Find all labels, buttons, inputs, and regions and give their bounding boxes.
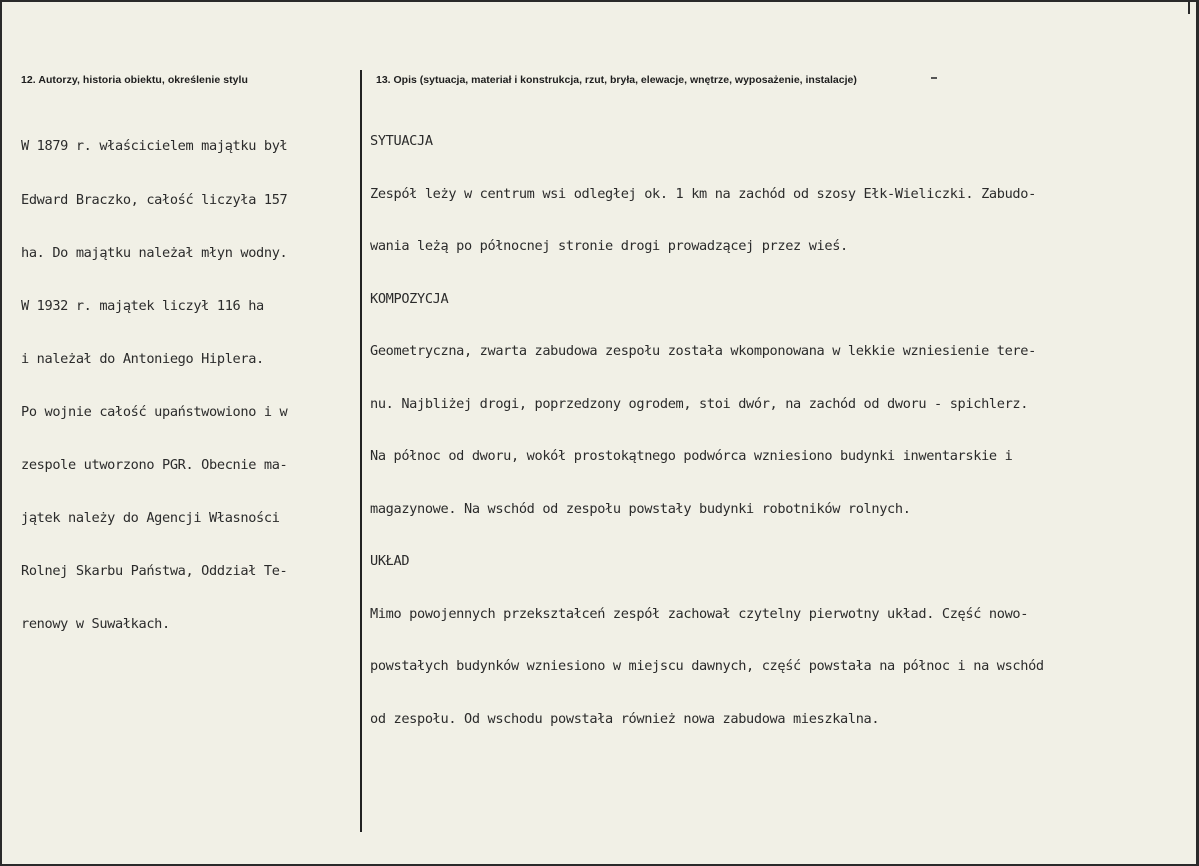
text-line: jątek należy do Agencji Własności xyxy=(21,510,280,527)
text-line: Po wojnie całość upaństwowiono i w xyxy=(21,403,288,420)
text-line: magazynowe. Na wschód od zespołu powstały budynki robotników rolnych. xyxy=(370,500,911,517)
text-line: W 1879 r. właścicielem majątku był xyxy=(21,138,288,155)
text-line: zespole utworzono PGR. Obecnie ma- xyxy=(21,457,288,474)
card-edge-mark xyxy=(1170,2,1190,14)
text-line: od zespołu. Od wschodu powstała również nowa zabudowa mieszkalna. xyxy=(370,710,880,727)
text-line: ha. Do majątku należał młyn wodny. xyxy=(21,244,288,261)
text-line: i należał do Antoniego Hiplera. xyxy=(21,350,264,367)
text-line: nu. Najbliżej drogi, poprzedzony ogrodem, stoi dwór, na zachód od dworu - spichlerz. xyxy=(370,395,1029,412)
section-13-label: 13. Opis (sytuacja, materiał i konstrukcja, rzut, bryła, elewacje, wnętrze, wyposażenie, instalacje) xyxy=(376,74,857,86)
text-line: Na północ od dworu, wokół prostokątnego podwórca wzniesiono budynki inwentarskie i xyxy=(370,448,1013,464)
subheading-sytuacja: SYTUACJA xyxy=(370,133,433,149)
text-line: Rolnej Skarbu Państwa, Oddział Te- xyxy=(21,563,288,580)
column-divider xyxy=(360,70,362,832)
text-line: Mimo powojennych przekształceń zespół zachował czytelny pierwotny układ. Część nowo- xyxy=(370,605,1029,622)
text-line: W 1932 r. majątek liczył 116 ha xyxy=(21,297,264,314)
text-line: renowy w Suwałkach. xyxy=(21,616,170,633)
text-line: Geometryczna, zwarta zabudowa zespołu została wkomponowana w lekkie wzniesienie tere- xyxy=(370,343,1036,359)
subheading-kompozycja: KOMPOZYCJA xyxy=(370,290,449,307)
section-12-label: 12. Autorzy, historia obiektu, określenie stylu xyxy=(21,74,248,86)
text-line: powstałych budynków wzniesiono w miejscu dawnych, część powstała na północ i na wschód xyxy=(370,658,1044,674)
text-line: Zespół leży w centrum wsi odległej ok. 1 km na zachód od szosy Ełk-Wieliczki. Zabudo- xyxy=(370,185,1036,202)
section-12-text xyxy=(21,103,287,670)
section-13-text xyxy=(370,98,1044,763)
ink-mark xyxy=(931,77,937,79)
text-line: wania leżą po północnej stronie drogi prowadzącej przez wieś. xyxy=(370,238,848,254)
subheading-uklad: UKŁAD xyxy=(370,553,410,569)
text-line: Edward Braczko, całość liczyła 157 xyxy=(21,191,288,208)
